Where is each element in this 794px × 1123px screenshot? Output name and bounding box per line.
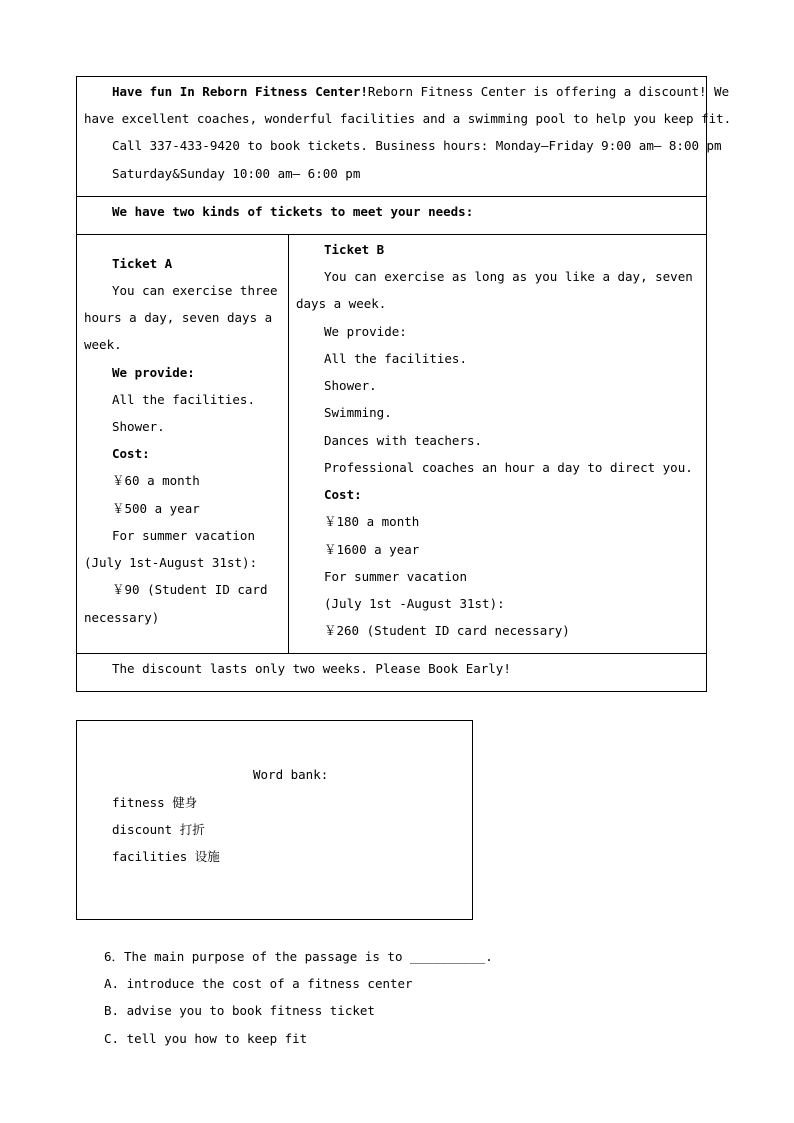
- word-bank-box: [76, 720, 473, 920]
- option-letter: B.: [104, 1003, 120, 1018]
- ticket-b-desc-line: You can exercise as long as you like a day, seven: [324, 269, 693, 284]
- intro-line-3: Call 337-433-9420 to book tickets. Business hours: Monday—Friday 9:00 am— 8:00 pm: [112, 138, 722, 153]
- option-text: tell you how to keep fit: [126, 1031, 308, 1046]
- word-bank-zh: 健身: [172, 795, 198, 810]
- ticket-a-item: All the facilities.: [112, 392, 255, 407]
- word-bank-zh: 打折: [179, 822, 205, 837]
- row-divider: [77, 196, 706, 197]
- ticket-b-item: All the facilities.: [324, 351, 467, 366]
- question-text: The main purpose of the passage is to __________.: [124, 949, 493, 964]
- ticket-b-desc-line: days a week.: [296, 296, 387, 311]
- option-text: advise you to book fitness ticket: [126, 1003, 375, 1018]
- ticket-a-summer-line: (July 1st-August 31st):: [84, 555, 258, 570]
- question-number: 6．: [104, 949, 125, 964]
- intro-headline: Have fun In Reborn Fitness Center!: [112, 84, 368, 99]
- option-letter: A.: [104, 976, 120, 991]
- row-divider: [77, 234, 706, 235]
- option-letter: C.: [104, 1031, 120, 1046]
- intro-line-1-rest: Reborn Fitness Center is offering a discount! We: [367, 84, 730, 99]
- intro-line-4: Saturday&Sunday 10:00 am— 6:00 pm: [112, 166, 361, 181]
- ticket-b-item: Swimming.: [324, 405, 392, 420]
- ticket-b-item: Professional coaches an hour a day to direct you.: [324, 460, 693, 475]
- ticket-b-price: ￥180 a month: [324, 514, 420, 529]
- option-text: introduce the cost of a fitness center: [126, 976, 413, 991]
- ticket-a-desc-line: You can exercise three: [112, 283, 278, 298]
- word-bank-zh: 设施: [194, 849, 220, 864]
- ticket-b-provide-label: We provide:: [324, 324, 407, 339]
- ticket-a-item: Shower.: [112, 419, 165, 434]
- ticket-b-item: Dances with teachers.: [324, 433, 483, 448]
- ticket-a-summer-price: ￥90 (Student ID card: [112, 582, 268, 597]
- ticket-a-desc-line: hours a day, seven days a: [84, 310, 273, 325]
- tickets-intro: We have two kinds of tickets to meet your needs:: [112, 204, 474, 219]
- word-bank-en: discount: [112, 822, 173, 837]
- ticket-a-title: Ticket A: [112, 256, 173, 271]
- intro-line-1: [112, 84, 729, 100]
- ticket-b-item: Shower.: [324, 378, 377, 393]
- word-bank-entry: [112, 849, 220, 865]
- ticket-a-provide-label: We provide:: [112, 365, 195, 380]
- intro-line-2: have excellent coaches, wonderful facilities and a swimming pool to help you keep fit.: [84, 111, 732, 126]
- ticket-b-summer-line: For summer vacation: [324, 569, 467, 584]
- word-bank-title: Word bank:: [253, 767, 329, 782]
- ticket-a-price: ￥500 a year: [112, 501, 200, 516]
- ticket-a-summer-line: For summer vacation: [112, 528, 255, 543]
- row-divider: [77, 653, 706, 654]
- word-bank-en: fitness: [112, 795, 165, 810]
- ticket-b-title: Ticket B: [324, 242, 385, 257]
- word-bank-en: facilities: [112, 849, 188, 864]
- word-bank-entry: [112, 822, 205, 838]
- ticket-b-summer-line: (July 1st -August 31st):: [324, 596, 505, 611]
- ticket-b-cost-label: Cost:: [324, 487, 362, 502]
- column-divider: [288, 234, 289, 653]
- word-bank-entry: [112, 795, 197, 811]
- question-stem: [104, 949, 493, 965]
- ticket-a-cost-label: Cost:: [112, 446, 150, 461]
- ticket-a-summer-price: necessary): [84, 610, 160, 625]
- ticket-a-desc-line: week.: [84, 337, 122, 352]
- footer-note: The discount lasts only two weeks. Please Book Early!: [112, 661, 511, 676]
- question-option[interactable]: [104, 1031, 307, 1047]
- ticket-a-price: ￥60 a month: [112, 473, 200, 488]
- ticket-b-price: ￥1600 a year: [324, 542, 420, 557]
- ticket-b-summer-price: ￥260 (Student ID card necessary): [324, 623, 570, 638]
- question-option[interactable]: [104, 1003, 375, 1019]
- ad-table: [76, 76, 732, 692]
- question-option[interactable]: [104, 976, 413, 992]
